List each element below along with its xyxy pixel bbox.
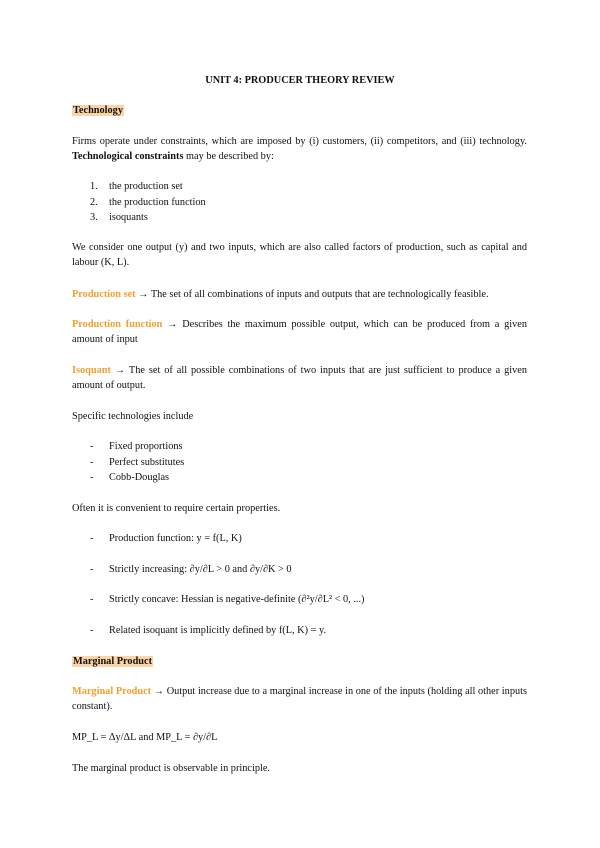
- definition-text: → Output increase due to a marginal increase in one of the inputs (holding all other inputs constant).: [72, 686, 527, 712]
- list-marker: 2.: [90, 196, 98, 208]
- list-item-text: isoquants: [109, 212, 148, 224]
- list-marker: -: [90, 594, 94, 606]
- list-marker: -: [90, 456, 94, 468]
- list-marker: -: [90, 563, 94, 575]
- list-item: [72, 470, 184, 486]
- section-heading-technology-label: Technology: [73, 105, 123, 116]
- definition-marginal-product: [72, 684, 527, 714]
- list-item: [72, 623, 364, 639]
- definition-text: → The set of all combinations of inputs and outputs that are technologically feasible.: [135, 289, 489, 300]
- constraint-list: [72, 179, 206, 226]
- intro-text-a: Firms operate under constraints, which are imposed by (i) customers, (ii) competitors, and (iii) technology.: [72, 136, 527, 147]
- list-item: [72, 562, 364, 578]
- properties-intro: Often it is convenient to require certain properties.: [72, 503, 281, 514]
- list-item: [72, 210, 206, 226]
- definition-production-set: [72, 287, 527, 302]
- list-item: [72, 179, 206, 195]
- marginal-product-formula: MP_L = Δy/ΔL and MP_L = ∂y/∂L: [72, 732, 218, 743]
- marginal-product-note: The marginal product is observable in principle.: [72, 763, 270, 774]
- list-marker: -: [90, 472, 94, 484]
- list-item: [72, 592, 364, 608]
- term-marginal-product: Marginal Product: [72, 686, 152, 697]
- list-item-text: Strictly increasing: ∂y/∂L > 0 and ∂y/∂K > 0: [109, 563, 292, 575]
- definition-isoquant: [72, 363, 527, 393]
- page-title: UNIT 4: PRODUCER THEORY REVIEW: [205, 75, 395, 86]
- list-item-text: Strictly concave: Hessian is negative-definite (∂²y/∂L² < 0, ...): [109, 594, 365, 606]
- intro-bold-term: Technological constraints: [72, 151, 184, 162]
- list-item: [72, 195, 206, 211]
- list-item: [72, 455, 184, 471]
- list-item-text: Perfect substitutes: [109, 456, 185, 468]
- properties-list: [72, 531, 364, 638]
- definition-text: → Describes the maximum possible output, which can be produced from a given amount of input: [72, 319, 527, 345]
- list-item-text: the production function: [109, 196, 206, 208]
- section-heading-technology: [72, 103, 527, 118]
- list-item-text: Related isoquant is implicitly defined by f(L, K) = y.: [109, 624, 327, 636]
- intro-text-b: may be described by:: [183, 151, 274, 162]
- list-marker: -: [90, 533, 94, 544]
- specific-technologies-intro: Specific technologies include: [72, 411, 194, 422]
- term-production-function: Production function: [72, 319, 163, 330]
- inputs-paragraph: We consider one output (y) and two inputs, which are also called factors of production, such as capital and labour (K, L).: [72, 242, 527, 268]
- list-item-text: Fixed proportions: [109, 441, 183, 452]
- intro-paragraph: [72, 134, 527, 164]
- list-item-text: Cobb-Douglas: [109, 472, 170, 484]
- list-marker: 1.: [90, 181, 98, 192]
- list-item-text: the production set: [109, 181, 183, 192]
- list-item-text: Production function: y = f(L, K): [109, 533, 242, 544]
- section-heading-marginal-product-label: Marginal Product: [73, 656, 153, 667]
- definition-text: → The set of all possible combinations of two inputs that are just sufficient to produce a given amount of output.: [72, 365, 527, 391]
- term-isoquant: Isoquant: [72, 365, 111, 376]
- list-item: [72, 531, 364, 547]
- list-marker: -: [90, 624, 94, 636]
- section-heading-marginal-product: [72, 654, 527, 669]
- term-production-set: Production set: [72, 289, 136, 300]
- list-marker: 3.: [90, 212, 98, 224]
- technologies-list: [72, 439, 184, 486]
- list-item: [72, 439, 184, 455]
- list-marker: -: [90, 441, 94, 452]
- definition-production-function: [72, 317, 527, 347]
